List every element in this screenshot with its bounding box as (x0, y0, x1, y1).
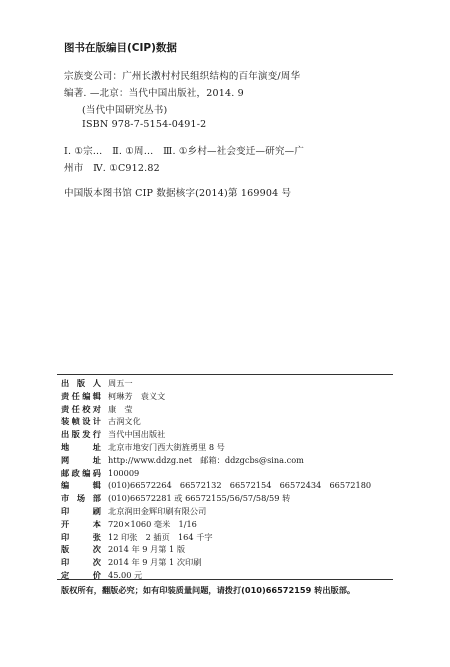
info-label: 出 版 人 (61, 378, 101, 388)
info-value: (010)66572281 或 66572155/56/57/58/59 转 (108, 493, 291, 504)
info-value: 康 莹 (108, 403, 133, 414)
info-label: 编 辑 (61, 480, 101, 491)
info-label: 装帧设计 (61, 416, 101, 427)
info-label: 市 场 部 (61, 493, 101, 504)
info-value: 周五一 (108, 378, 133, 388)
top-divider (57, 374, 393, 375)
info-label: 责任编辑 (61, 390, 101, 401)
info-value: http://www.ddzg.net 邮箱：ddzgcbs@sina.com (108, 454, 304, 465)
bottom-divider (57, 579, 393, 580)
info-value: 北京市地安门西大街旌勇里 8 号 (108, 442, 225, 452)
cip-series: (当代中国研究丛书) (82, 105, 168, 116)
cip-heading: 图书在版编目(CIP)数据 (64, 42, 177, 54)
info-value: 45.00 元 (108, 570, 143, 580)
info-label: 网 址 (61, 454, 101, 465)
info-label: 责任校对 (61, 403, 101, 414)
cip-record-number: 中国版本图书馆 CIP 数据核字(2014)第 169904 号 (64, 188, 292, 199)
info-label: 邮政编码 (61, 467, 101, 478)
info-label: 印 张 (61, 531, 101, 542)
info-label: 定 价 (61, 570, 101, 580)
cip-classification-line-1: Ⅰ. ①宗… Ⅱ. ①周… Ⅲ. ①乡村—社会变迁—研究—广 (64, 146, 305, 157)
cip-entry-line-2: 编著. —北京：当代中国出版社，2014. 9 (64, 88, 244, 99)
info-value: 柯琳芳 袁义文 (108, 390, 166, 401)
info-value: 720×1060 毫米 1/16 (108, 518, 197, 529)
info-label: 印 次 (61, 557, 101, 568)
info-value: 当代中国出版社 (108, 429, 166, 440)
copyright-notice: 版权所有，翻版必究；如有印装质量问题，请拨打(010)66572159 转出版部。 (61, 585, 356, 595)
info-value: 2014 年 9 月第 1 版 (108, 544, 186, 555)
info-value: 2014 年 9 月第 1 次印刷 (108, 557, 202, 568)
info-label: 印 刷 (61, 506, 101, 516)
info-value: 12 印张 2 插页 164 千字 (108, 531, 213, 542)
info-label: 出版发行 (61, 429, 101, 440)
info-label: 地 址 (61, 442, 101, 452)
info-label: 开 本 (61, 518, 101, 529)
info-value: (010)66572264 66572132 66572154 66572434 66572180 (108, 480, 372, 491)
cip-entry-line-1: 宗族变公司：广州长漖村村民组织结构的百年演变/周华 (64, 71, 301, 82)
info-value: 古润文化 (108, 416, 141, 427)
cip-classification-line-2: 州市 Ⅳ. ①C912.82 (64, 163, 160, 174)
info-value: 北京润田金辉印刷有限公司 (108, 506, 207, 516)
cip-isbn: ISBN 978-7-5154-0491-2 (82, 119, 207, 130)
info-label: 版 次 (61, 544, 101, 555)
info-value: 100009 (108, 467, 140, 478)
